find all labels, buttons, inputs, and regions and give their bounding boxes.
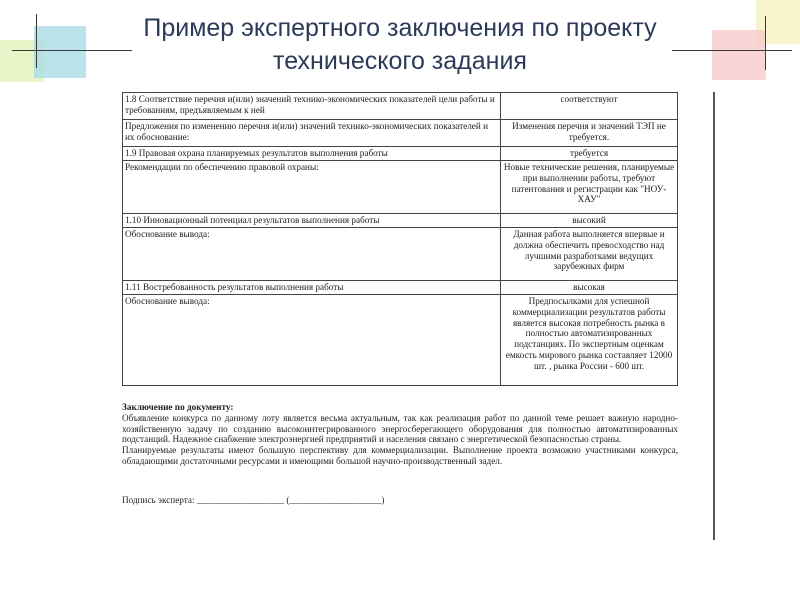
table-row bbox=[123, 120, 678, 147]
document-scan bbox=[122, 92, 678, 505]
decor-line bbox=[36, 14, 37, 68]
table-row bbox=[123, 161, 678, 214]
slide-title bbox=[100, 12, 700, 78]
table-row bbox=[123, 147, 678, 161]
table-row bbox=[123, 93, 678, 120]
table-cell-right: Предпосылками для успешной коммерциализации результатов работы является высокая потребность рынка в полностью автоматизированных подстанциях. По экспертным оценкам емкость мирового рынка составляет 12000 шт. , рынка России - 600 шт. bbox=[501, 295, 678, 386]
table-cell-left: 1.9 Правовая охрана планируемых результатов выполнения работы bbox=[123, 147, 501, 161]
conclusion-heading: Заключение по документу: bbox=[122, 402, 234, 412]
table-row bbox=[123, 295, 678, 386]
table-cell-left: 1.11 Востребованность результатов выполнения работы bbox=[123, 281, 501, 295]
page-edge-line bbox=[713, 92, 715, 540]
expert-table bbox=[122, 92, 678, 386]
decor-square bbox=[712, 30, 766, 80]
table-cell-left: Обоснование вывода: bbox=[123, 295, 501, 386]
signature-line: Подпись эксперта: ___________________ (____________________) bbox=[122, 494, 385, 505]
conclusion-paragraph: Объявление конкурса по данному лоту является весьма актуальным, так как реализация работ по данной теме решает важную народно-хозяйственную задачу по созданию высокоинтегрированного энергосберегающего оборудования для полностью автоматизированных подстанций. Надежное снабжение электроэнергией предприятий и населения связано с энергетической безопасностью страны. bbox=[122, 412, 678, 445]
conclusion-block bbox=[122, 402, 678, 467]
title-line-1: Пример экспертного заключения по проекту bbox=[143, 14, 657, 42]
table-cell-right: Изменения перечня и значений ТЭП не требуется. bbox=[501, 120, 678, 147]
table-cell-right: высокая bbox=[501, 281, 678, 295]
conclusion-paragraph: Планируемые результаты имеют большую перспективу для коммерциализации. Выполнение проекта возможно участниками конкурса, обладающими достаточными ресурсами и имеющими большой научно-производственный задел. bbox=[122, 445, 678, 466]
table-row bbox=[123, 228, 678, 281]
table-cell-left: 1.10 Инновационный потенциал результатов выполнения работы bbox=[123, 214, 501, 228]
table-cell-right: требуется bbox=[501, 147, 678, 161]
table-cell-right: Данная работа выполняется впервые и должна обеспечить превосходство над лучшими разработками ведущих зарубежных фирм bbox=[501, 228, 678, 281]
decor-line bbox=[765, 16, 766, 70]
table-cell-left: Рекомендации по обеспечению правовой охраны: bbox=[123, 161, 501, 214]
table-cell-left: 1.8 Соответствие перечня и(или) значений технико-экономических показателей цели работы и требованиям, предъявляемым к ней bbox=[123, 93, 501, 120]
decor-square bbox=[34, 26, 86, 78]
table-cell-right: высокий bbox=[501, 214, 678, 228]
table-cell-left: Обоснование вывода: bbox=[123, 228, 501, 281]
table-row bbox=[123, 214, 678, 228]
table-cell-right: соответствуют bbox=[501, 93, 678, 120]
title-line-2: технического задания bbox=[273, 47, 527, 75]
table-cell-right: Новые технические решения, планируемые при выполнении работы, требуют патентования и регистрации как "НОУ-ХАУ" bbox=[501, 161, 678, 214]
table-cell-left: Предложения по изменению перечня и(или) значений технико-экономических показателей и их обоснование: bbox=[123, 120, 501, 147]
table-row bbox=[123, 281, 678, 295]
